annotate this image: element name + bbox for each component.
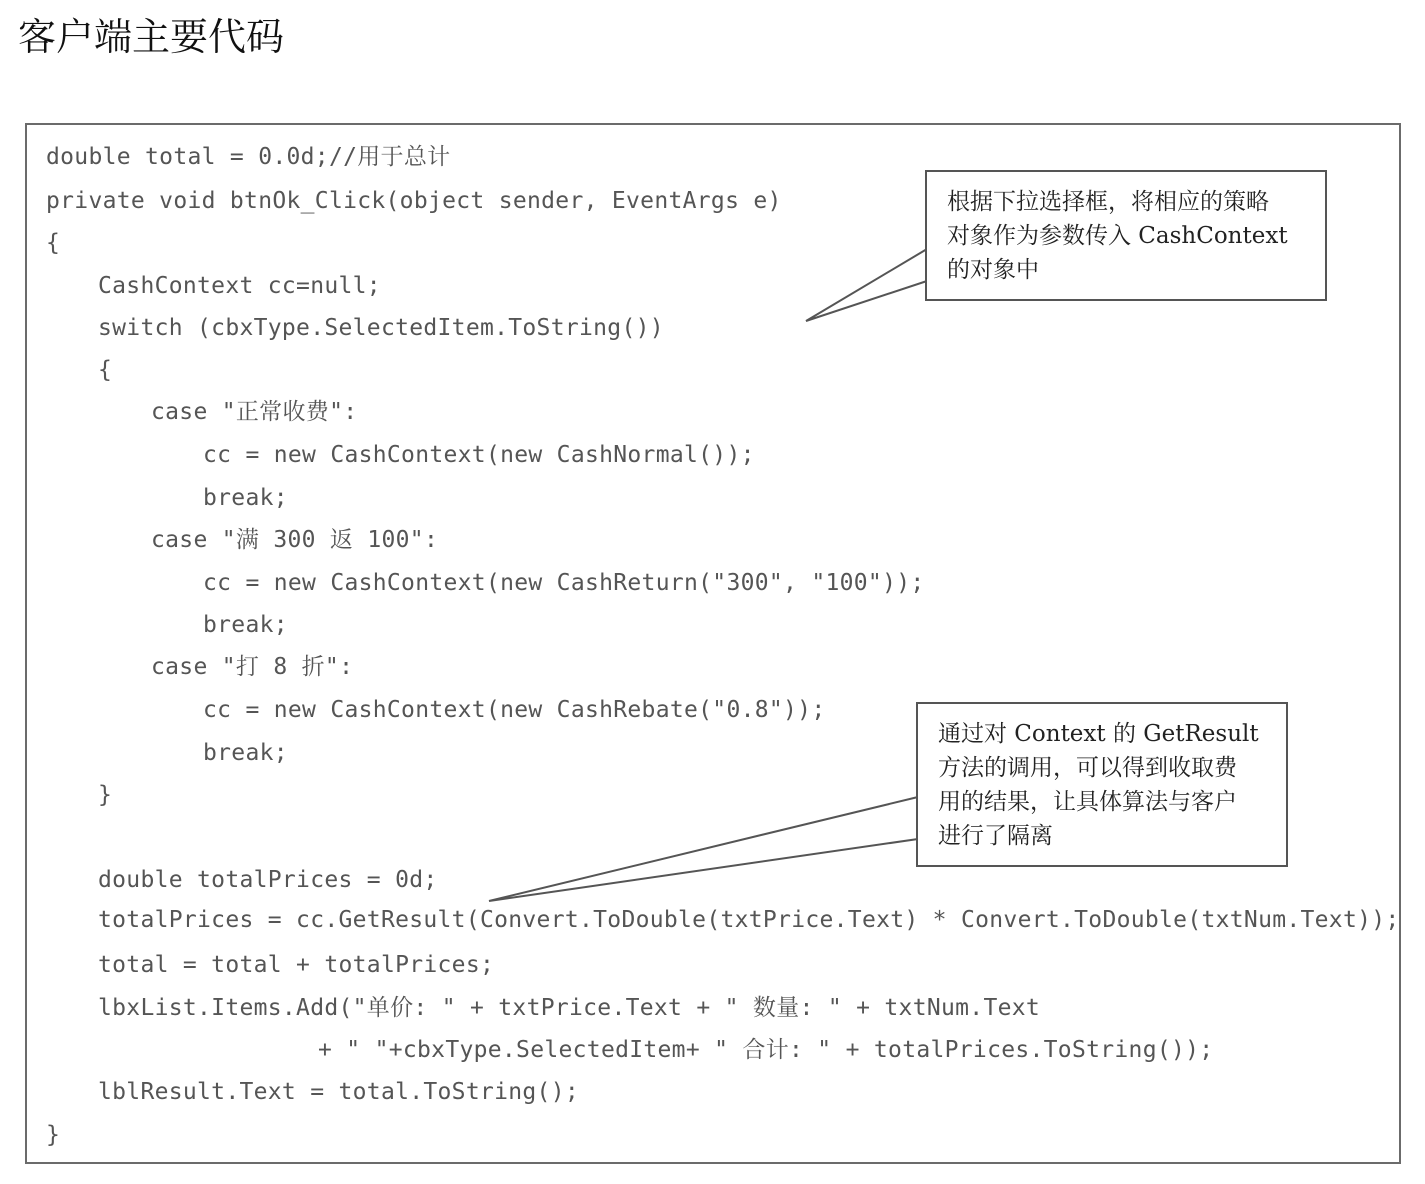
code-line: private void btnOk_Click(object sender, EventArgs e) — [46, 188, 782, 214]
code-line: case "满 300 返 100": — [151, 527, 439, 553]
code-line: } — [46, 1122, 61, 1148]
code-line: } — [98, 782, 113, 808]
code-line: cc = new CashContext(new CashReturn("300", "100")); — [203, 570, 925, 596]
code-line: switch (cbxType.SelectedItem.ToString()) — [98, 315, 664, 341]
code-line: totalPrices = cc.GetResult(Convert.ToDouble(txtPrice.Text) * Convert.ToDouble(txtNum.Text)); — [98, 907, 1400, 933]
code-line: total = total + totalPrices; — [98, 952, 495, 978]
code-line: cc = new CashContext(new CashRebate("0.8")); — [203, 697, 826, 723]
callout-getresult-note: 通过对 Context 的 GetResult 方法的调用，可以得到收取费 用的结果，让具体算法与客户 进行了隔离 — [916, 702, 1288, 867]
code-line: break; — [203, 485, 288, 511]
code-line: double totalPrices = 0d; — [98, 867, 438, 893]
code-line: + " "+cbxType.SelectedItem+ " 合计: " + totalPrices.ToString()); — [318, 1037, 1214, 1063]
page-title: 客户端主要代码 — [18, 15, 285, 59]
code-line: double total = 0.0d;//用于总计 — [46, 144, 451, 170]
code-line: lblResult.Text = total.ToString(); — [98, 1079, 580, 1105]
code-line: break; — [203, 740, 288, 766]
code-line: { — [98, 357, 113, 383]
callout-strategy-note: 根据下拉选择框，将相应的策略 对象作为参数传入 CashContext 的对象中 — [925, 170, 1327, 301]
code-line: cc = new CashContext(new CashNormal()); — [203, 442, 755, 468]
code-line: { — [46, 230, 61, 256]
code-line: break; — [203, 612, 288, 638]
code-line: case "正常收费": — [151, 399, 358, 425]
code-line: case "打 8 折": — [151, 654, 354, 680]
code-line: lbxList.Items.Add("单价: " + txtPrice.Text + " 数量: " + txtNum.Text — [98, 995, 1041, 1021]
code-line: CashContext cc=null; — [98, 273, 381, 299]
